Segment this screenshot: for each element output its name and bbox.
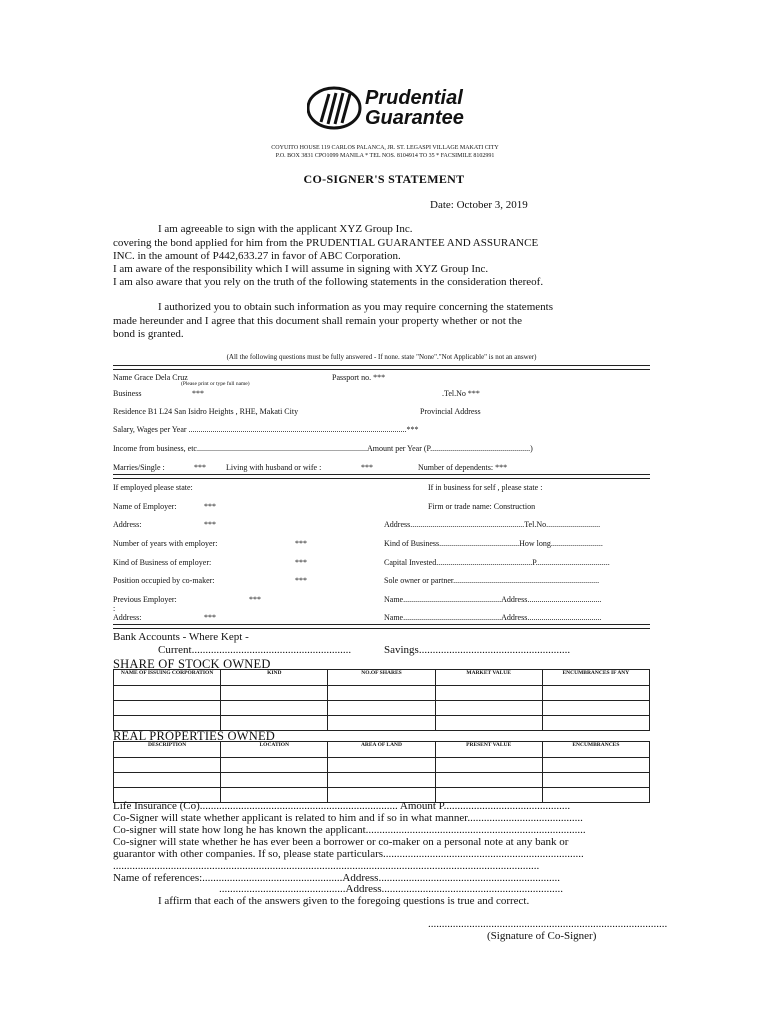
blank-line: ........................................................................................................................................................... — [113, 860, 540, 872]
para1-line1: I am agreeable to sign with the applicant XYZ Group Inc. — [158, 223, 413, 235]
firm-address: Address.........................................................Tel.No........................... — [384, 520, 601, 529]
married-value: *** — [194, 463, 206, 472]
separator — [113, 365, 650, 370]
stock-header-corporation: NAME OF ISSUING CORPORATION — [114, 670, 221, 686]
employer-address-value: *** — [204, 520, 216, 529]
para1-line2: covering the bond applied for him from the PRUDENTIAL GUARANTEE AND ASSURANCE — [113, 237, 539, 249]
position-label: Position occupied by co-maker: — [113, 576, 215, 585]
stock-table — [113, 669, 650, 731]
address-line1: COYUITO HOUSE 119 CARLOS PALANCA, JR. ST. LEGASPI VILLAGE MAKATI CITY — [271, 145, 499, 151]
business-value: *** — [192, 389, 204, 398]
capital-invested: Capital Invested................................................P..................................... — [384, 558, 610, 567]
passport-no: Passport no. *** — [332, 373, 386, 382]
para1-line3: INC. in the amount of P442,633.27 in favor of ABC Corporation. — [113, 250, 401, 262]
married-label: Marries/Single : — [113, 463, 165, 472]
logo-line1: Prudential — [365, 87, 463, 109]
document-title: CO-SIGNER'S STATEMENT — [303, 172, 465, 186]
para2-line2: made hereunder and I agree that this document shall remain your property whether or not the — [113, 315, 522, 327]
known-question: Co-signer will state how long he has known the applicant................................................................................ — [113, 824, 586, 836]
stock-header-encumbrances: ENCUMBRANCES IF ANY — [542, 670, 649, 686]
kind-value: *** — [295, 558, 307, 567]
date: Date: October 3, 2019 — [430, 199, 528, 211]
para2-line1: I authorized you to obtain such information as you may require concerning the statements — [158, 301, 553, 313]
residence: Residence B1 L24 San Isidro Heights , RHE, Makati City — [113, 407, 299, 416]
property-section-title: REAL PROPERTIES OWNED — [113, 729, 276, 743]
tel-no: .Tel.No *** — [442, 389, 480, 398]
separator — [113, 474, 650, 479]
property-table — [113, 741, 650, 803]
employer-label: Name of Employer: — [113, 502, 177, 511]
dependents: Number of dependents: *** — [418, 463, 508, 472]
stock-header-kind: KIND — [221, 670, 328, 686]
signature-line: ....................................................................................... — [428, 918, 668, 930]
related-question: Co-Signer will state whether applicant is related to him and if so in what manner.......................................... — [113, 812, 583, 824]
name-hint: (Please print or type full name) — [181, 381, 250, 387]
partner-name-2: Name.................................................Address..................................... — [384, 613, 602, 622]
bank-accounts-label: Bank Accounts - Where Kept - — [113, 631, 249, 643]
self-employed-header: If in business for self , please state : — [428, 483, 543, 492]
provincial-address: Provincial Address — [420, 407, 481, 416]
property-header-area: AREA OF LAND — [328, 742, 435, 758]
para1-line5: I am also aware that you rely on the truth of the following statements in the consideration thereof. — [113, 276, 544, 288]
property-header-present-value: PRESENT VALUE — [435, 742, 542, 758]
business-label: Business — [113, 389, 142, 398]
para1-line4: I am aware of the responsibility which I will assume in signing with XYZ Group Inc. — [113, 263, 489, 275]
living-label: Living with husband or wife : — [226, 463, 322, 472]
property-header-description: DESCRIPTION — [114, 742, 221, 758]
firm-name: Firm or trade name: Construction — [428, 502, 536, 511]
colon-mark: : — [113, 604, 116, 613]
property-header-encumbrances: ENCUMBRANCES — [542, 742, 649, 758]
previous-address-value: *** — [204, 613, 216, 622]
references-line2: ..............................................Address.................................................................. — [219, 883, 564, 895]
position-value: *** — [295, 576, 307, 585]
references: Name of references:...................................................Address.................................................................. — [113, 872, 560, 884]
sole-owner: Sole owner or partner......................................................................... — [384, 576, 600, 585]
salary: Salary, Wages per Year .............................................................................................................*** — [113, 425, 419, 434]
separator — [113, 624, 650, 629]
address-line2: P.O. BOX 3831 CPO1099 MANILA * TEL NOS. 8104914 TO 35 * FACSIMILE 8102991 — [275, 153, 495, 159]
years-value: *** — [295, 539, 307, 548]
current-account: Current.......................................................... — [158, 644, 352, 656]
kind-of-business: Kind of Business........................................How long.......................... — [384, 539, 603, 548]
signature-caption: (Signature of Co-Signer) — [487, 930, 597, 942]
applicant-name: Name Grace Dela Cruz — [113, 373, 188, 382]
previous-employer-value: *** — [249, 595, 261, 604]
income: Income from business, etc.....................................................................................Amount per Year (P..................................................) — [113, 444, 533, 453]
property-header-location: LOCATION — [221, 742, 328, 758]
affirmation: I affirm that each of the answers given to the foregoing questions is true and correct. — [158, 895, 530, 907]
instruction-note: (All the following questions must be fully answered - If none. state "None"."Not Applicable" is not an answer) — [226, 353, 537, 361]
years-label: Number of years with employer: — [113, 539, 218, 548]
kind-label: Kind of Business of employer: — [113, 558, 212, 567]
employed-header: If employed please state: — [113, 483, 193, 492]
striped-ellipse-logo-icon — [307, 86, 363, 130]
stock-header-market-value: MARKET VALUE — [435, 670, 542, 686]
table-row — [114, 773, 650, 788]
partner-name-1: Name.................................................Address..................................... — [384, 595, 602, 604]
borrower-question-line1: Co-signer will state whether he has ever been a borrower or co-maker on a personal note at any bank or — [113, 836, 569, 848]
employer-address-label: Address: — [113, 520, 142, 529]
employer-value: *** — [204, 502, 216, 511]
previous-address-label: Address: — [113, 613, 142, 622]
stock-section-title: SHARE OF STOCK OWNED — [113, 657, 271, 671]
stock-header-shares: NO.OF SHARES — [328, 670, 435, 686]
borrower-question-line2: guarantor with other companies. If so, please state particulars......................................................................... — [113, 848, 584, 860]
previous-employer-label: Previous Employer: — [113, 595, 177, 604]
table-row — [114, 758, 650, 773]
logo-line2: Guarantee — [365, 107, 464, 129]
living-value: *** — [361, 463, 373, 472]
table-row — [114, 701, 650, 716]
para2-line3: bond is granted. — [113, 328, 184, 340]
company-logo — [307, 86, 464, 130]
savings-account: Savings....................................................... — [384, 644, 571, 656]
table-row — [114, 686, 650, 701]
life-insurance: Life Insurance (Co)........................................................................ Amount P.............................................. — [113, 800, 571, 812]
